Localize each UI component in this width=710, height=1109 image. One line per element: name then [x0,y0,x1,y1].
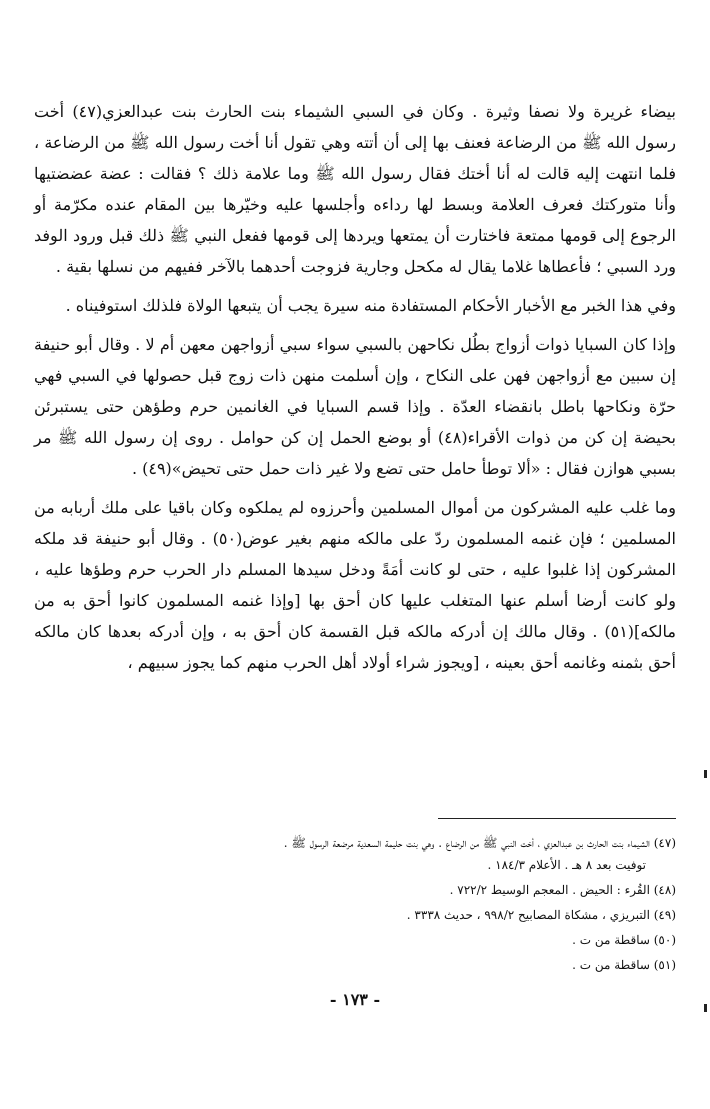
scan-mark [704,1004,707,1012]
footnote: (٤٩) التبريزي ، مشكاة المصابيح ٩٩٨/٢ ، حديث ٣٣٣٨ . [406,908,676,922]
main-text [34,96,676,678]
paragraph: بيضاء غريرة ولا نصفا وثيرة . وكان في السبي الشيماء بنت الحارث بنت عبدالعزي(٤٧) أخت رسول الله ﷺ من الرضاعة فعنف بها إلى أن أتته وهي تقول أنا أخت رسول الله ﷺ من الرضاعة ، فلما انتهت إليه قالت له أنا أختك فقال رسول الله ﷺ وما علامة ذلك ؟ فقالت : عضة عضضتيها وأنا متوركتك فعرف العلامة وبسط لها رداءه وأجلسها عليه وخيّرها بين المقام عنده مكرّمة أو الرجوع إلى قومها ممتعة فاختارت أن يمتعها ويردها إلى قومها ففعل النبي ﷺ ذلك قبل ورود الوفد ورد السبي ؛ فأعطاها غلاما يقال له مكحل وجارية فزوجت أحدهما بالآخر ففيهم من نسلها بقية . [34,102,677,276]
footnote: (٥١) ساقطة من ت . [572,958,676,972]
footnote-continuation: توفيت بعد ٨ هـ . الأعلام ١٨٤/٣ . [487,858,646,872]
footnote-text: (٤٧) الشيماء بنت الحارث بن عبدالعزي ، أخت النبي ﷺ من الرضاع . وهي بنت حليمة السعدية مرضعة الرسول ﷺ . [283,836,676,850]
footnote: (٤٨) القُرء : الحيض . المعجم الوسيط ٧٢٢/٢ . [449,883,676,897]
scan-mark [704,770,707,778]
paragraph: وفي هذا الخبر مع الأخبار الأحكام المستفادة منه سيرة يجب أن يتبعها الولاة فلذلك استوفيناه . [65,296,676,315]
footnote: (٥٠) ساقطة من ت . [572,933,676,947]
paragraph: وما غلب عليه المشركون من أموال المسلمين وأحرزوه لم يملكوه وكان باقيا على ملك أربابه من المسلمين ؛ فإن غنمه المسلمون ردّ على مالكه منهم بغير عوض(٥٠) . وقال أبو حنيفة قد ملكه المشركون إذا غلبوا عليه ، حتى لو كانت أمَةً ودخل سيدها المسلم دار الحرب حرم وطؤها عليه ، ولو كانت أرضا أسلم عنها المتغلب عليها كان أحق بها [وإذا غنمه المسلمون كانوا أحق به من مالكه](٥١) . وقال مالك إن أدركه مالكه قبل القسمة كان أحق به ، وإن أدركه بعدها كان مالكه أحق بثمنه وغانمه أحق بعينه ، [ويجوز شراء أولاد أهل الحرب منهم كما يجوز سبيهم ، [34,498,676,672]
footnote-divider [438,818,676,819]
footnotes [40,832,676,979]
page-number: - ١٧٣ - [329,990,381,1009]
paragraph: وإذا كان السبايا ذوات أزواج بطُل نكاحهن بالسبي سواء سبي أزواجهن معهن أم لا . وقال أبو حنيفة إن سبين مع أزواجهن فهن على النكاح ، وإن أسلمت منهن ذات زوج قبل حصولها في السبي فهي حرّة ونكاحها باطل بانقضاء العدّة . وإذا قسم السبايا في الغانمين حرم وطؤهن حتى يستبرئن بحيضة إن كن من ذوات الأقراء(٤٨) أو بوضع الحمل إن كن حوامل . روى إن رسول الله ﷺ مر بسبي هوازن فقال : «ألا توطأ حامل حتى تضع ولا غير ذات حمل حتى تحيض»(٤٩) . [34,335,676,478]
footnote [40,832,676,876]
